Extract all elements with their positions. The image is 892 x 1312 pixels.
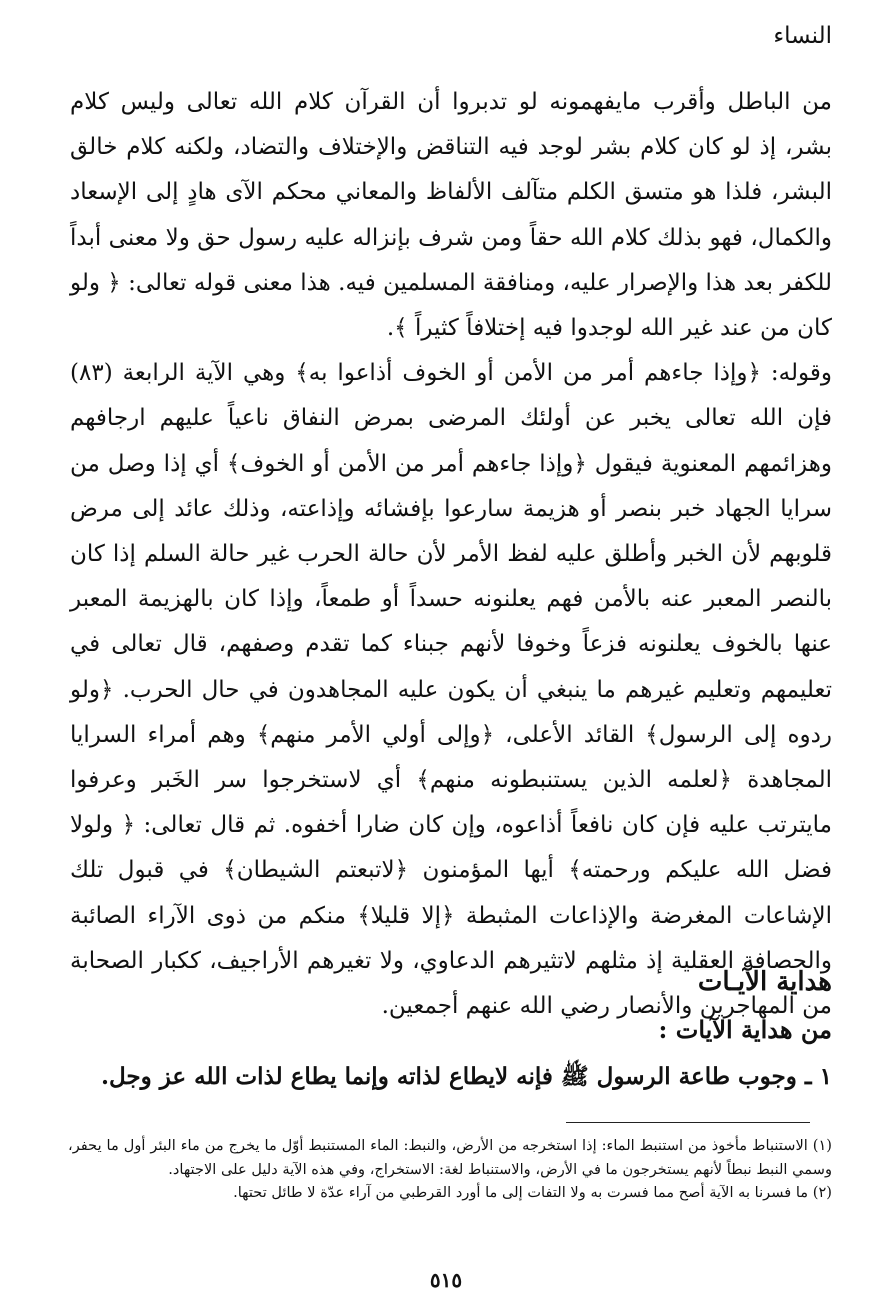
body-text: [70, 80, 832, 1029]
guidance-point-1: ١ ـ وجوب طاعة الرسول ﷺ فإنه لايطاع لذاته وإنما يطاع لذات الله عز وجل.: [100, 1063, 832, 1090]
footnote-1: (١) الاستنباط مأخوذ من استنبط الماء: إذا استخرجه من الأرض، والنبط: الماء المستنبط أوّل ما يخرج من ماء البئر أول ما يحفر، وسمي النبط نبطاً لأنهم يستخرجون ما في الأرض، والاستنباط لغة: الاستخراج، وفي هذه الآية دليل على الاجتهاد.: [68, 1137, 832, 1178]
running-head: النساء: [773, 23, 832, 49]
section-heading: هداية الآيـات: [697, 967, 832, 997]
paragraph-1: من الباطل وأقرب مايفهمونه لو تدبروا أن القرآن كلام الله تعالى وليس كلام بشر، إذ لو كان كلام بشر لوجد فيه التناقض والإختلاف والتضاد، ولكنه كلام خالق البشر، فلذا هو متسق الكلم متآلف الألفاظ والمعاني محكم الآى هادٍ إلى الإسعاد والكمال، فهو بذلك كلام الله حقاً ومن شرف بإنزاله عليه رسول حق ولا معنى أبداً للكفر بعد هذا والإصرار عليه، ومنافقة المسلمين فيه. هذا معنى قوله تعالى: ﴿ ولو كان من عند غير الله لوجدوا فيه إختلافاً كثيراً ﴾.: [70, 89, 832, 342]
footnote-divider: [566, 1122, 810, 1123]
paragraph-2: وقوله: ﴿وإذا جاءهم أمر من الأمن أو الخوف أذاعوا به﴾ وهي الآية الرابعة (٨٣) فإن الله تعالى يخبر عن أولئك المرضى بمرض النفاق ناعياً عليهم ارجافهم وهزائمهم المعنوية فيقول ﴿وإذا جاءهم أمر من الأمن أو الخوف﴾ أي إذا وصل من سرايا الجهاد خبر بنصر أو هزيمة سارعوا بإفشائه وإذاعته، وذلك عائد إلى مرض قلوبهم لأن الخبر وأطلق عليه لفظ الأمر لأن حالة الحرب غير حالة السلم إذا كان بالنصر المعبر عنه بالأمن فهم يعلنونه حسداً أو طمعاً، وإذا كان بالهزيمة المعبر عنها بالخوف يعلنونه فزعاً وخوفا لأنهم جبناء كما تقدم وصفهم، قال تعالى في تعليمهم وتعليم غيرهم ما ينبغي أن يكون عليه المجاهدون في حال الحرب. ﴿ولو ردوه إلى الرسول﴾ القائد الأعلى، ﴿وإلى أولي الأمر منهم﴾ وهم أمراء السرايا المجاهدة ﴿لعلمه الذين يستنبطونه منهم﴾ أي لاستخرجوا سر الخَبر وعرفوا مايترتب عليه فإن كان نافعاً أذاعوه، وإن كان ضارا أخفوه. ثم قال تعالى: ﴿ ولولا فضل الله عليكم ورحمته﴾ أيها المؤمنون ﴿لاتبعتم الشيطان﴾ في قبول تلك الإشاعات المغرضة والإذاعات المثبطة ﴿إلا قليلا﴾ منكم من ذوى الآراء الصائبة والحصافة العقلية إذ مثلهم لاتثيرهم الدعاوي، ولا تغيرهم الأراجيف، ككبار الصحابة من المهاجرين والأنصار رضي الله عنهم أجمعين.: [70, 360, 832, 1020]
footnotes: [68, 1134, 832, 1205]
page-number: ٥١٥: [429, 1268, 463, 1292]
footnote-2: (٢) ما فسرنا به الآية أصح مما فسرت به ولا التفات إلى ما أورد القرطبي من آراء عدّة لا طائل تحتها.: [233, 1184, 832, 1201]
section-subheading: من هداية الآيات :: [658, 1015, 832, 1044]
